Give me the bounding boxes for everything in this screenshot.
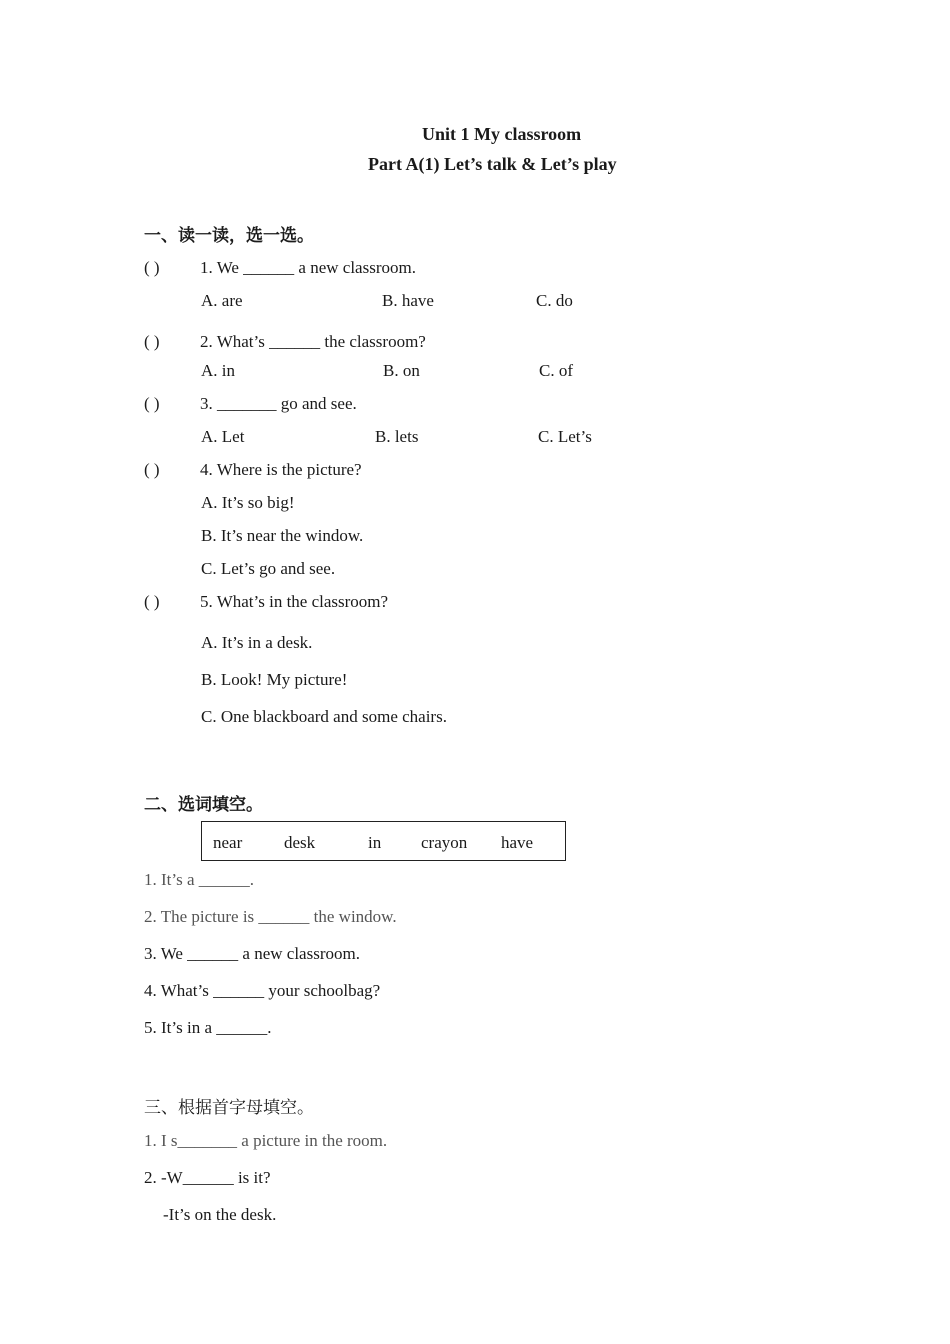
option-a: A. in [201,361,235,380]
answer-bracket[interactable]: ( ) [144,258,160,277]
fill-sentence: 5. It’s in a ______. [144,1018,272,1037]
question-text: 2. What’s ______ the classroom? [200,332,426,351]
section-1-heading: 一、读一读，选一选。 [144,226,314,246]
option-c: C. Let’s [538,427,592,446]
fill-sentence: 4. What’s ______ your schoolbag? [144,981,381,1000]
fill-sentence: 3. We ______ a new classroom. [144,944,360,963]
option-b: B. have [382,291,434,310]
option-a: A. It’s so big! [201,493,295,512]
question-text: 3. _______ go and see. [200,394,357,413]
page-title: Unit 1 My classroom [422,124,582,144]
option-b: B. Look! My picture! [201,670,348,689]
option-c: C. One blackboard and some chairs. [201,707,447,726]
option-a: A. are [201,291,243,310]
fill-sentence: 2. The picture is ______ the window. [144,907,397,926]
option-c: C. do [536,291,573,310]
fill-sentence: 1. I s_______ a picture in the room. [144,1131,388,1150]
answer-bracket[interactable]: ( ) [144,394,160,413]
option-b: B. lets [375,427,419,446]
option-a: A. It’s in a desk. [201,633,313,652]
option-c: C. Let’s go and see. [201,559,336,578]
option-a: A. Let [201,427,245,446]
answer-line: -It’s on the desk. [163,1205,277,1224]
answer-bracket[interactable]: ( ) [144,332,160,351]
question-text: 5. What’s in the classroom? [200,592,389,611]
answer-bracket[interactable]: ( ) [144,460,160,479]
word-bank-item: near [213,833,243,852]
word-bank-item: have [501,833,534,852]
option-b: B. on [383,361,420,380]
fill-sentence: 2. -W______ is it? [144,1168,271,1187]
page-subtitle: Part A(1) Let’s talk & Let’s play [368,154,617,174]
word-bank-item: crayon [421,833,468,852]
fill-sentence: 1. It’s a ______. [144,870,255,889]
section-3-heading: 三、根据首字母填空。 [144,1098,314,1118]
question-text: 4. Where is the picture? [200,460,362,479]
answer-bracket[interactable]: ( ) [144,592,160,611]
word-bank-box [201,821,566,861]
option-c: C. of [539,361,573,380]
word-bank-item: in [368,833,382,852]
question-text: 1. We ______ a new classroom. [200,258,416,277]
section-2-heading: 二、选词填空。 [144,795,263,815]
option-b: B. It’s near the window. [201,526,364,545]
word-bank-item: desk [284,833,316,852]
